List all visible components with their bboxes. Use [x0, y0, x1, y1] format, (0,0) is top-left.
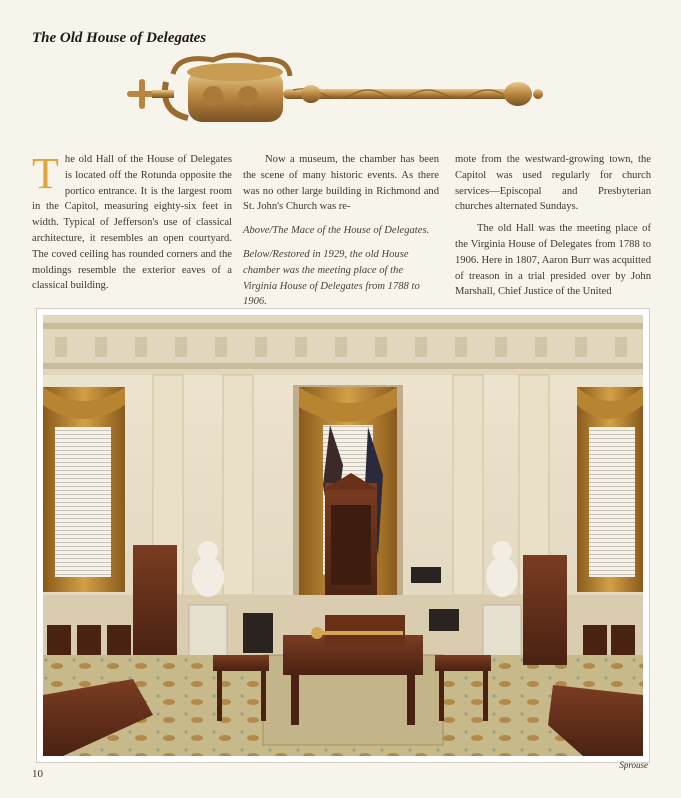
column-1 — [32, 149, 232, 294]
column-3-para-2: The old Hall was the meeting place of the Virginia House of Delegates from 1788 to 1906. Here in 1807, Aaron Burr was acquitted of treason in a trial presided over by John Marshall, Chief Justice of the United — [455, 223, 651, 298]
page-number: 10 — [32, 768, 43, 780]
mace-illustration — [118, 52, 550, 134]
photo-credit: Sprouse — [619, 760, 648, 770]
drop-cap: T — [32, 149, 59, 198]
chamber-photo — [43, 315, 643, 756]
caption-below: Below/Restored in 1929, the old House chamber was the meeting place of the Virginia House of Delegates from 1788 to 1906. — [243, 248, 420, 308]
page-title: The Old House of Delegates — [32, 30, 207, 46]
column-1-text: he old Hall of the House of Delegates is located off the Rotunda opposite the portico entrance. It is the largest room in the Capitol, measuring eighty-six feet in width. Typical of Jefferson's use of classical architecture, it resembles an open courtyard. The coved ceiling has rounded corners and the moldings resemble the exterior eaves of a classical building. — [32, 154, 232, 292]
column-3-para-1: mote from the westward-growing town, the Capitol was used regularly for church services—Episcopal and Presbyterian churches alternated Sundays. — [455, 154, 651, 213]
caption-above: Above/The Mace of the House of Delegates. — [243, 225, 430, 237]
column-2 — [243, 152, 439, 310]
column-3 — [455, 152, 651, 300]
chamber-photo-frame — [36, 308, 650, 763]
column-2-text: Now a museum, the chamber has been the scene of many historic events. As there was no other large building in Richmond and St. John's Church was re- — [243, 154, 439, 213]
